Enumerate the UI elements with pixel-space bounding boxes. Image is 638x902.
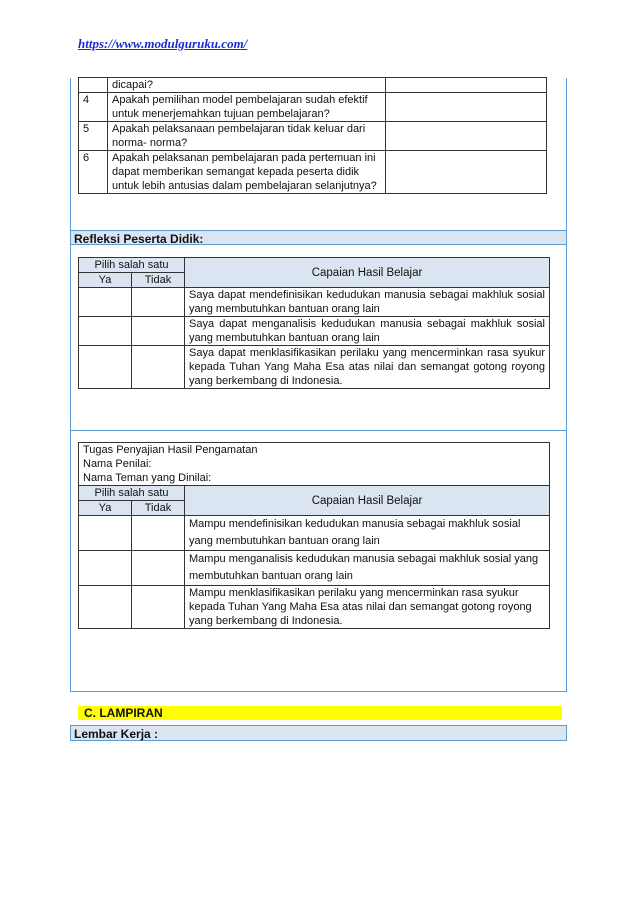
answer-cell[interactable]	[386, 151, 547, 194]
capaian-header: Capaian Hasil Belajar	[185, 258, 550, 288]
answer-cell[interactable]	[386, 78, 547, 93]
table-row	[79, 78, 547, 93]
tidak-checkbox-cell[interactable]	[132, 551, 185, 586]
capaian-text: Saya dapat menganalisis kedudukan manusia sebagai makhluk sosial yang membutuhkan bantuan orang lain	[185, 317, 550, 346]
capaian-header: Capaian Hasil Belajar	[185, 486, 550, 516]
answer-cell[interactable]	[386, 122, 547, 151]
ya-checkbox-cell[interactable]	[79, 586, 132, 629]
ya-checkbox-cell[interactable]	[79, 516, 132, 551]
penilai-label: Nama Penilai:	[83, 458, 152, 470]
table-row	[79, 586, 550, 629]
ya-header: Ya	[79, 273, 132, 288]
table-row	[79, 346, 550, 389]
refleksi-table	[78, 257, 550, 389]
question-number	[79, 78, 108, 93]
question-text: dicapai?	[108, 78, 386, 93]
tidak-checkbox-cell[interactable]	[132, 288, 185, 317]
question-number: 6	[79, 151, 108, 194]
pilih-header: Pilih salah satu	[79, 486, 185, 501]
question-text: Apakah pemilihan model pembelajaran sudah efektif untuk menerjemahkan tujuan pembelajaran?	[108, 93, 386, 122]
lampiran-heading: C. LAMPIRAN	[78, 706, 562, 720]
tidak-header: Tidak	[132, 273, 185, 288]
table-row	[79, 122, 547, 151]
capaian-text: Mampu mendefinisikan kedudukan manusia sebagai makhluk sosial yang membutuhkan bantuan orang lain	[185, 516, 550, 551]
capaian-text: Mampu menklasifikasikan perilaku yang mencerminkan rasa syukur kepada Tuhan Yang Maha Esa atas nilai dan semangat gotong royong yang berkembang di Indonesia.	[185, 586, 550, 629]
answer-cell[interactable]	[386, 93, 547, 122]
ya-checkbox-cell[interactable]	[79, 317, 132, 346]
ya-checkbox-cell[interactable]	[79, 288, 132, 317]
ya-checkbox-cell[interactable]	[79, 551, 132, 586]
tidak-checkbox-cell[interactable]	[132, 516, 185, 551]
tidak-header: Tidak	[132, 501, 185, 516]
ya-checkbox-cell[interactable]	[79, 346, 132, 389]
question-text: Apakah pelaksanaan pembelajaran tidak keluar dari norma- norma?	[108, 122, 386, 151]
question-number: 4	[79, 93, 108, 122]
capaian-text: Mampu menganalisis kedudukan manusia sebagai makhluk sosial yang membutuhkan bantuan orang lain	[185, 551, 550, 586]
table-row	[79, 551, 550, 586]
peer-header-block	[79, 443, 550, 486]
header-url[interactable]: https://www.modulguruku.com/	[78, 36, 248, 51]
lembar-kerja-title: Lembar Kerja :	[70, 725, 567, 741]
refleksi-title: Refleksi Peserta Didik:	[70, 230, 567, 245]
peer-task-title: Tugas Penyajian Hasil Pengamatan	[83, 444, 258, 456]
question-number: 5	[79, 122, 108, 151]
tidak-checkbox-cell[interactable]	[132, 346, 185, 389]
teman-label: Nama Teman yang Dinilai:	[83, 472, 212, 484]
pilih-header: Pilih salah satu	[79, 258, 185, 273]
table-row	[79, 151, 547, 194]
question-text: Apakah pelaksanan pembelajaran pada pertemuan ini dapat memberikan semangat kepada peserta didik untuk lebih antusias dalam pembelajaran selanjutnya?	[108, 151, 386, 194]
tidak-checkbox-cell[interactable]	[132, 586, 185, 629]
table-row	[79, 288, 550, 317]
evaluation-question-table	[78, 77, 547, 194]
ya-header: Ya	[79, 501, 132, 516]
peer-assessment-table	[78, 442, 550, 629]
table-row	[79, 93, 547, 122]
capaian-text: Saya dapat menklasifikasikan perilaku yang mencerminkan rasa syukur kepada Tuhan Yang Maha Esa atas nilai dan semangat gotong royong yang berkembang di Indonesia.	[185, 346, 550, 389]
tidak-checkbox-cell[interactable]	[132, 317, 185, 346]
capaian-text: Saya dapat mendefinisikan kedudukan manusia sebagai makhluk sosial yang membutuhkan bantuan orang lain	[185, 288, 550, 317]
table-row	[79, 317, 550, 346]
table-row	[79, 516, 550, 551]
